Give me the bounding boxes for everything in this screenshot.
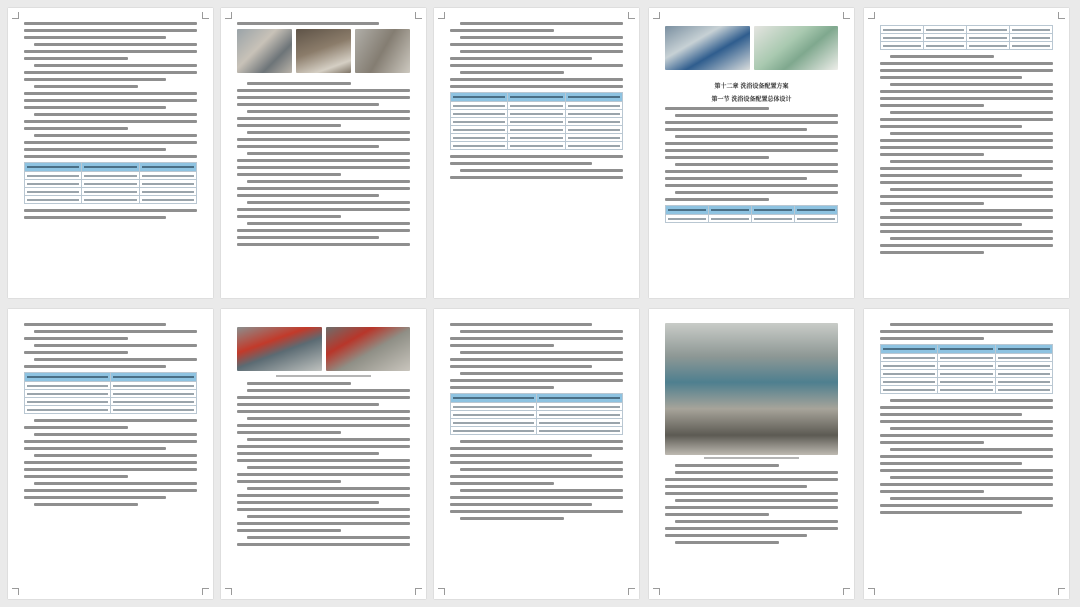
page-corner-mark <box>438 12 445 19</box>
page-corner-mark <box>1058 12 1065 19</box>
document-page-1 <box>8 8 213 298</box>
photo <box>665 26 750 70</box>
photo-row <box>237 327 410 371</box>
document-table <box>880 25 1053 50</box>
page-corner-mark <box>628 12 635 19</box>
photo <box>754 26 839 70</box>
page-corner-mark <box>415 588 422 595</box>
document-page-2 <box>221 8 426 298</box>
page-corner-mark <box>868 588 875 595</box>
photo <box>665 323 838 455</box>
photo <box>237 327 322 371</box>
page-corner-mark <box>225 588 232 595</box>
document-page-3 <box>434 8 639 298</box>
document-page-8 <box>434 309 639 599</box>
page-corner-mark <box>202 12 209 19</box>
document-table <box>24 162 197 204</box>
page-corner-mark <box>415 12 422 19</box>
document-table <box>880 344 1053 394</box>
document-page-5 <box>864 8 1069 298</box>
photo <box>296 29 351 73</box>
document-page-10 <box>864 309 1069 599</box>
page-corner-mark <box>868 12 875 19</box>
document-table <box>450 393 623 435</box>
page-corner-mark <box>628 588 635 595</box>
document-table <box>24 372 197 414</box>
document-page-4 <box>649 8 854 298</box>
document-table <box>665 205 838 223</box>
page-corner-mark <box>438 588 445 595</box>
page-corner-mark <box>843 12 850 19</box>
photo <box>355 29 410 73</box>
document-page-7 <box>221 309 426 599</box>
photo <box>237 29 292 73</box>
document-page-9 <box>649 309 854 599</box>
chapter-heading: 第十二章 洗浴设备配置方案 <box>714 83 789 90</box>
page-corner-mark <box>12 12 19 19</box>
page-corner-mark <box>12 588 19 595</box>
photo-row <box>237 29 410 73</box>
page-corner-mark <box>202 588 209 595</box>
photo-caption <box>276 375 371 377</box>
photo <box>326 327 411 371</box>
page-corner-mark <box>653 12 660 19</box>
document-table <box>450 92 623 150</box>
document-page-6 <box>8 309 213 599</box>
page-corner-mark <box>1058 588 1065 595</box>
page-corner-mark <box>225 12 232 19</box>
page-corner-mark <box>653 588 660 595</box>
section-heading: 第一节 洗浴设备配置总体设计 <box>711 96 792 103</box>
photo-row <box>665 26 838 70</box>
photo-caption <box>704 457 799 459</box>
page-corner-mark <box>843 588 850 595</box>
